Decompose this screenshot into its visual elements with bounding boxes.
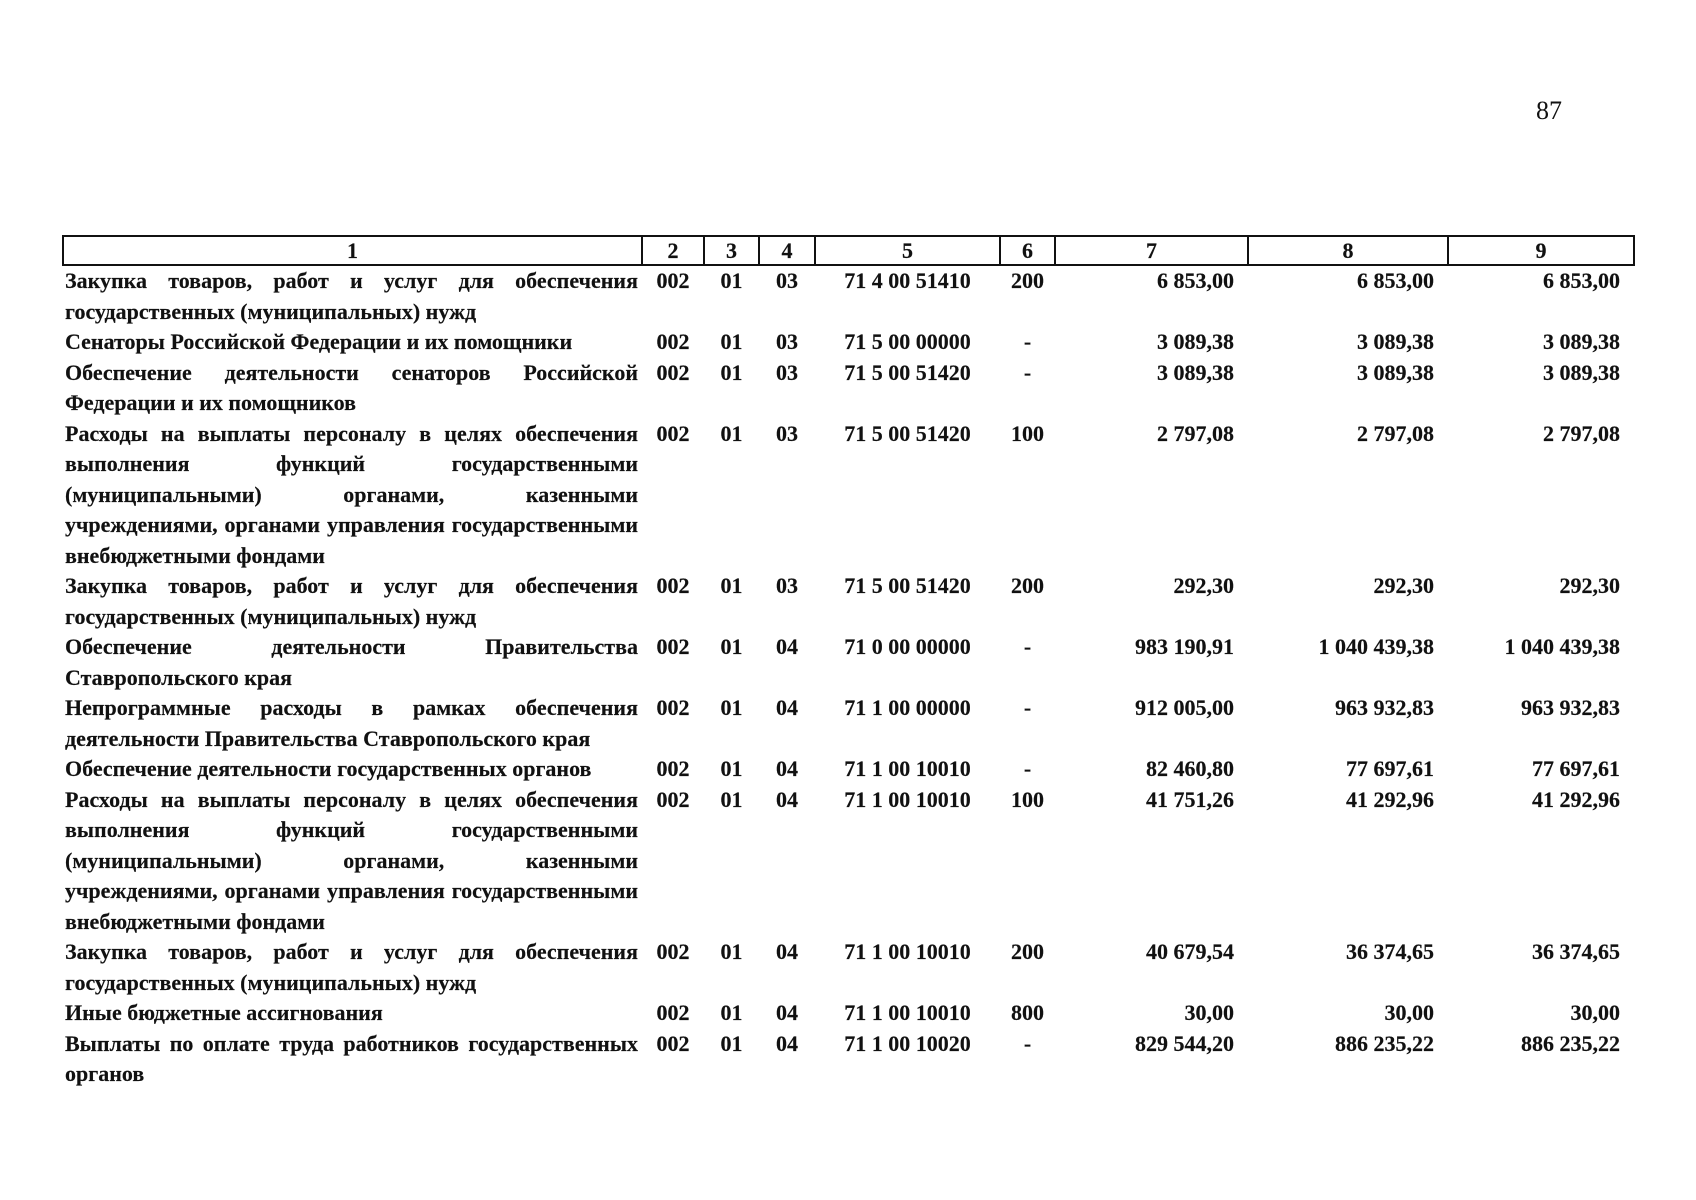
table-row bbox=[63, 265, 1634, 327]
cell-section-code: 01 bbox=[720, 1000, 743, 1025]
table-row bbox=[63, 693, 1634, 754]
row-description: Сенаторы Российской Федерации и их помощники bbox=[65, 329, 573, 354]
cell-subsection-code: 03 bbox=[776, 329, 798, 354]
cell-subsection-code: 04 bbox=[776, 939, 798, 964]
cell-amount-col9: 1 040 439,38 bbox=[1504, 634, 1620, 659]
cell-amount-col8: 77 697,61 bbox=[1346, 756, 1434, 781]
table-row bbox=[63, 327, 1634, 358]
table-row bbox=[63, 1029, 1634, 1090]
cell-amount-col7: 3 089,38 bbox=[1157, 329, 1234, 354]
cell-target-article: 71 5 00 00000 bbox=[844, 329, 971, 354]
cell-target-article: 71 1 00 10010 bbox=[844, 939, 971, 964]
cell-subsection-code: 03 bbox=[776, 268, 798, 293]
cell-subsection-code: 04 bbox=[776, 756, 798, 781]
row-description: Обеспечение деятельности Правительства Ставропольского края bbox=[65, 634, 638, 690]
cell-target-article: 71 1 00 10010 bbox=[844, 1000, 971, 1025]
cell-amount-col8: 292,30 bbox=[1373, 573, 1434, 598]
column-header-1: 1 bbox=[63, 236, 642, 265]
cell-expense-type: 800 bbox=[1011, 1000, 1044, 1025]
column-header-9: 9 bbox=[1448, 236, 1634, 265]
cell-target-article: 71 0 00 00000 bbox=[844, 634, 971, 659]
cell-section-code: 01 bbox=[720, 268, 743, 293]
cell-ministry-code: 002 bbox=[656, 1000, 690, 1025]
cell-amount-col9: 30,00 bbox=[1570, 1000, 1620, 1025]
table-row bbox=[63, 754, 1634, 785]
cell-amount-col8: 963 932,83 bbox=[1335, 695, 1434, 720]
row-description: Обеспечение деятельности государственных органов bbox=[65, 756, 592, 781]
cell-target-article: 71 5 00 51420 bbox=[844, 359, 971, 385]
budget-table bbox=[62, 235, 1635, 1090]
cell-ministry-code: 002 bbox=[656, 1030, 690, 1056]
cell-subsection-code: 03 bbox=[776, 359, 798, 385]
column-header-6: 6 bbox=[1000, 236, 1055, 265]
cell-ministry-code: 002 bbox=[656, 359, 690, 385]
cell-ministry-code: 002 bbox=[656, 268, 690, 293]
row-description: Закупка товаров, работ и услуг для обеспечения государственных (муниципальных) нужд bbox=[65, 939, 638, 995]
cell-expense-type: 200 bbox=[1011, 573, 1044, 598]
cell-amount-col8: 1 040 439,38 bbox=[1318, 634, 1434, 659]
cell-section-code: 01 bbox=[720, 695, 743, 720]
cell-section-code: 01 bbox=[720, 573, 743, 598]
cell-amount-col8: 886 235,22 bbox=[1335, 1030, 1434, 1056]
cell-ministry-code: 002 bbox=[656, 939, 690, 964]
cell-amount-col9: 3 089,38 bbox=[1543, 329, 1620, 354]
cell-subsection-code: 04 bbox=[776, 1000, 798, 1025]
cell-amount-col7: 3 089,38 bbox=[1157, 359, 1234, 385]
cell-expense-type: - bbox=[1023, 756, 1032, 781]
cell-amount-col8: 6 853,00 bbox=[1357, 268, 1434, 293]
cell-amount-col7: 292,30 bbox=[1173, 573, 1234, 598]
cell-subsection-code: 04 bbox=[776, 634, 798, 659]
cell-ministry-code: 002 bbox=[656, 329, 690, 354]
cell-section-code: 01 bbox=[720, 786, 743, 812]
column-header-2: 2 bbox=[642, 236, 704, 265]
cell-amount-col7: 2 797,08 bbox=[1157, 420, 1234, 446]
cell-expense-type: - bbox=[1023, 1030, 1032, 1056]
cell-target-article: 71 4 00 51410 bbox=[844, 268, 971, 293]
cell-subsection-code: 03 bbox=[776, 573, 798, 598]
cell-target-article: 71 5 00 51420 bbox=[844, 573, 971, 598]
table-body bbox=[63, 265, 1634, 1090]
cell-amount-col9: 36 374,65 bbox=[1532, 939, 1620, 964]
table-row bbox=[63, 998, 1634, 1029]
cell-section-code: 01 bbox=[720, 756, 743, 781]
cell-ministry-code: 002 bbox=[656, 634, 690, 659]
cell-ministry-code: 002 bbox=[656, 695, 690, 720]
row-description: Выплаты по оплате труда работников государственных органов bbox=[65, 1030, 638, 1086]
cell-amount-col9: 963 932,83 bbox=[1521, 695, 1620, 720]
cell-target-article: 71 1 00 10020 bbox=[844, 1030, 971, 1056]
page-number: 87 bbox=[1536, 96, 1562, 125]
row-description: Иные бюджетные ассигнования bbox=[65, 1000, 383, 1025]
cell-target-article: 71 1 00 00000 bbox=[844, 695, 971, 720]
table-row bbox=[63, 632, 1634, 693]
row-description: Закупка товаров, работ и услуг для обеспечения государственных (муниципальных) нужд bbox=[65, 573, 638, 629]
cell-amount-col8: 2 797,08 bbox=[1357, 420, 1434, 446]
cell-amount-col9: 2 797,08 bbox=[1543, 420, 1620, 446]
table-header bbox=[63, 236, 1634, 265]
cell-target-article: 71 1 00 10010 bbox=[844, 786, 971, 812]
cell-amount-col7: 30,00 bbox=[1184, 1000, 1234, 1025]
row-description: Обеспечение деятельности сенаторов Российской Федерации и их помощников bbox=[65, 359, 638, 415]
cell-amount-col9: 886 235,22 bbox=[1521, 1030, 1620, 1056]
cell-section-code: 01 bbox=[720, 359, 743, 385]
cell-ministry-code: 002 bbox=[656, 573, 690, 598]
column-header-4: 4 bbox=[759, 236, 815, 265]
cell-target-article: 71 5 00 51420 bbox=[844, 420, 971, 446]
cell-amount-col9: 6 853,00 bbox=[1543, 268, 1620, 293]
cell-subsection-code: 04 bbox=[776, 695, 798, 720]
row-description: Расходы на выплаты персоналу в целях обеспечения выполнения функций государственными (муниципальными) органами, казенными учреждениями, органами управления государственными внебюджетными фондами bbox=[65, 786, 638, 934]
cell-expense-type: 200 bbox=[1011, 939, 1044, 964]
table-row bbox=[63, 785, 1634, 938]
cell-section-code: 01 bbox=[720, 420, 743, 446]
cell-expense-type: 100 bbox=[1011, 786, 1044, 812]
cell-amount-col7: 82 460,80 bbox=[1146, 756, 1234, 781]
cell-amount-col7: 41 751,26 bbox=[1146, 786, 1234, 812]
column-header-8: 8 bbox=[1248, 236, 1448, 265]
cell-target-article: 71 1 00 10010 bbox=[844, 756, 971, 781]
cell-subsection-code: 04 bbox=[776, 1030, 798, 1056]
table-row bbox=[63, 358, 1634, 419]
row-description: Расходы на выплаты персоналу в целях обеспечения выполнения функций государственными (муниципальными) органами, казенными учреждениями, органами управления государственными внебюджетными фондами bbox=[65, 420, 638, 568]
header-row bbox=[63, 236, 1634, 265]
cell-ministry-code: 002 bbox=[656, 756, 690, 781]
table-row bbox=[63, 937, 1634, 998]
cell-subsection-code: 04 bbox=[776, 786, 798, 812]
column-header-5: 5 bbox=[815, 236, 1000, 265]
cell-amount-col7: 829 544,20 bbox=[1135, 1030, 1234, 1056]
cell-section-code: 01 bbox=[720, 634, 743, 659]
cell-amount-col8: 41 292,96 bbox=[1346, 786, 1434, 812]
cell-expense-type: 200 bbox=[1011, 268, 1044, 293]
cell-amount-col9: 41 292,96 bbox=[1532, 786, 1620, 812]
cell-amount-col9: 77 697,61 bbox=[1532, 756, 1620, 781]
column-header-3: 3 bbox=[704, 236, 759, 265]
cell-amount-col8: 36 374,65 bbox=[1346, 939, 1434, 964]
table-row bbox=[63, 419, 1634, 572]
cell-amount-col7: 983 190,91 bbox=[1135, 634, 1234, 659]
table-row bbox=[63, 571, 1634, 632]
cell-expense-type: 100 bbox=[1011, 420, 1044, 446]
cell-amount-col8: 30,00 bbox=[1384, 1000, 1434, 1025]
cell-amount-col8: 3 089,38 bbox=[1357, 359, 1434, 385]
cell-section-code: 01 bbox=[720, 939, 743, 964]
cell-amount-col7: 912 005,00 bbox=[1135, 695, 1234, 720]
cell-subsection-code: 03 bbox=[776, 420, 798, 446]
cell-section-code: 01 bbox=[720, 1030, 743, 1056]
cell-ministry-code: 002 bbox=[656, 420, 690, 446]
row-description: Непрограммные расходы в рамках обеспечения деятельности Правительства Ставропольского края bbox=[65, 695, 638, 751]
cell-amount-col9: 3 089,38 bbox=[1543, 359, 1620, 385]
cell-amount-col8: 3 089,38 bbox=[1357, 329, 1434, 354]
column-header-7: 7 bbox=[1055, 236, 1248, 265]
cell-section-code: 01 bbox=[720, 329, 743, 354]
cell-amount-col9: 292,30 bbox=[1559, 573, 1620, 598]
cell-amount-col7: 6 853,00 bbox=[1157, 268, 1234, 293]
cell-expense-type: - bbox=[1023, 695, 1032, 720]
cell-amount-col7: 40 679,54 bbox=[1146, 939, 1234, 964]
row-description: Закупка товаров, работ и услуг для обеспечения государственных (муниципальных) нужд bbox=[65, 268, 638, 324]
cell-expense-type: - bbox=[1023, 329, 1032, 354]
cell-expense-type: - bbox=[1023, 359, 1032, 385]
cell-ministry-code: 002 bbox=[656, 786, 690, 812]
cell-expense-type: - bbox=[1023, 634, 1032, 659]
